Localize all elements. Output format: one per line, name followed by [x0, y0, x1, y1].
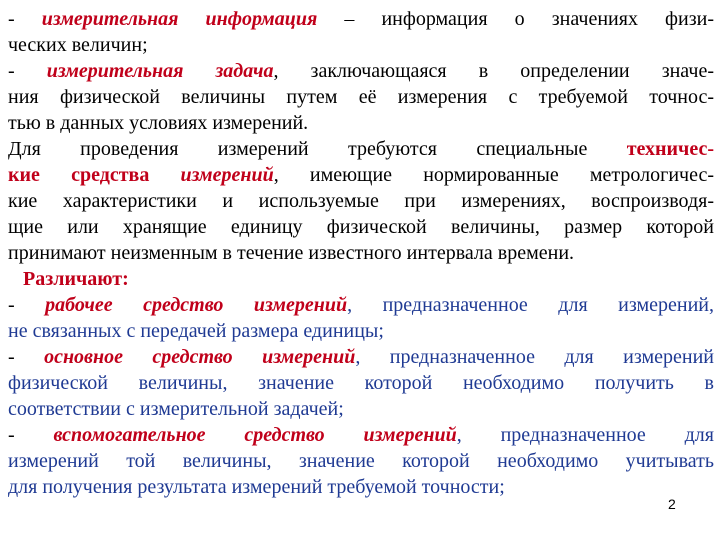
dash: -: [8, 8, 42, 30]
term-measurements: измерений: [180, 164, 274, 186]
dash: -: [8, 424, 54, 446]
item-2-line-2: [8, 370, 714, 396]
line-text: кие характеристики и используемые при измерениях, воспроизводя-: [8, 190, 714, 212]
line-text: , предназначенное для: [456, 424, 714, 446]
dash: -: [8, 60, 47, 82]
heading-text: Различают:: [8, 268, 129, 290]
distinguish-heading: [8, 266, 714, 292]
line-text: – информация о значениях физи-: [317, 8, 714, 30]
line-3: [8, 58, 714, 84]
line-text: ческих величин;: [8, 34, 148, 56]
line-text: не связанных с передачей размера единицы;: [8, 320, 384, 342]
line-text: , предназначенное для измерений: [355, 346, 714, 368]
item-1-line-2: [8, 318, 714, 344]
line-text: , имеющие нормированные метрологичес-: [273, 164, 714, 186]
item-3-line-3: [8, 474, 628, 500]
line-1: [8, 6, 714, 32]
item-3-line-2: [8, 448, 714, 474]
line-8: [8, 188, 714, 214]
line-4: [8, 84, 714, 110]
line-text: принимают неизменным в течение известного интервала времени.: [8, 242, 575, 264]
line-2: [8, 32, 714, 58]
line-7: [8, 162, 714, 188]
term-technical-means-cont: кие средства: [8, 164, 181, 186]
line-text: для получения результата измерений требуемой точности;: [8, 476, 505, 498]
term-measurement-task: измерительная задача: [46, 60, 274, 82]
item-1-line-1: [8, 292, 714, 318]
term-measurement-information: измерительная информация: [41, 8, 318, 30]
line-5: [8, 110, 714, 136]
line-10: [8, 240, 714, 266]
item-2-line-3: [8, 396, 714, 422]
line-text: щие или хранящие единицу физической величины, размер которой: [8, 216, 714, 238]
page-number: 2: [668, 496, 676, 512]
line-9: [8, 214, 714, 240]
term-working-instrument: рабочее средство измерений: [45, 294, 348, 316]
line-text: Для проведения измерений требуются специальные: [8, 138, 627, 160]
term-main-instrument: основное средство измерений: [44, 346, 356, 368]
line-6: [8, 136, 714, 162]
line-text: соответствии с измерительной задачей;: [8, 398, 344, 420]
term-technical-means: техничес-: [626, 138, 714, 160]
dash: -: [8, 346, 45, 368]
item-3-line-1: [8, 422, 714, 448]
dash: -: [8, 294, 46, 316]
line-text: измерений той величины, значение которой необходимо учитывать: [8, 450, 714, 472]
line-text: ния физической величины путем её измерения с требуемой точнос-: [8, 86, 714, 108]
item-2-line-1: [8, 344, 714, 370]
line-text: физической величины, значение которой необходимо получить в: [8, 372, 714, 394]
line-text: тью в данных условиях измерений.: [8, 112, 309, 134]
line-text: , предназначенное для измерений,: [347, 294, 714, 316]
term-auxiliary-instrument: вспомогательное средство измерений: [53, 424, 457, 446]
line-text: , заключающаяся в определении значе-: [273, 60, 714, 82]
